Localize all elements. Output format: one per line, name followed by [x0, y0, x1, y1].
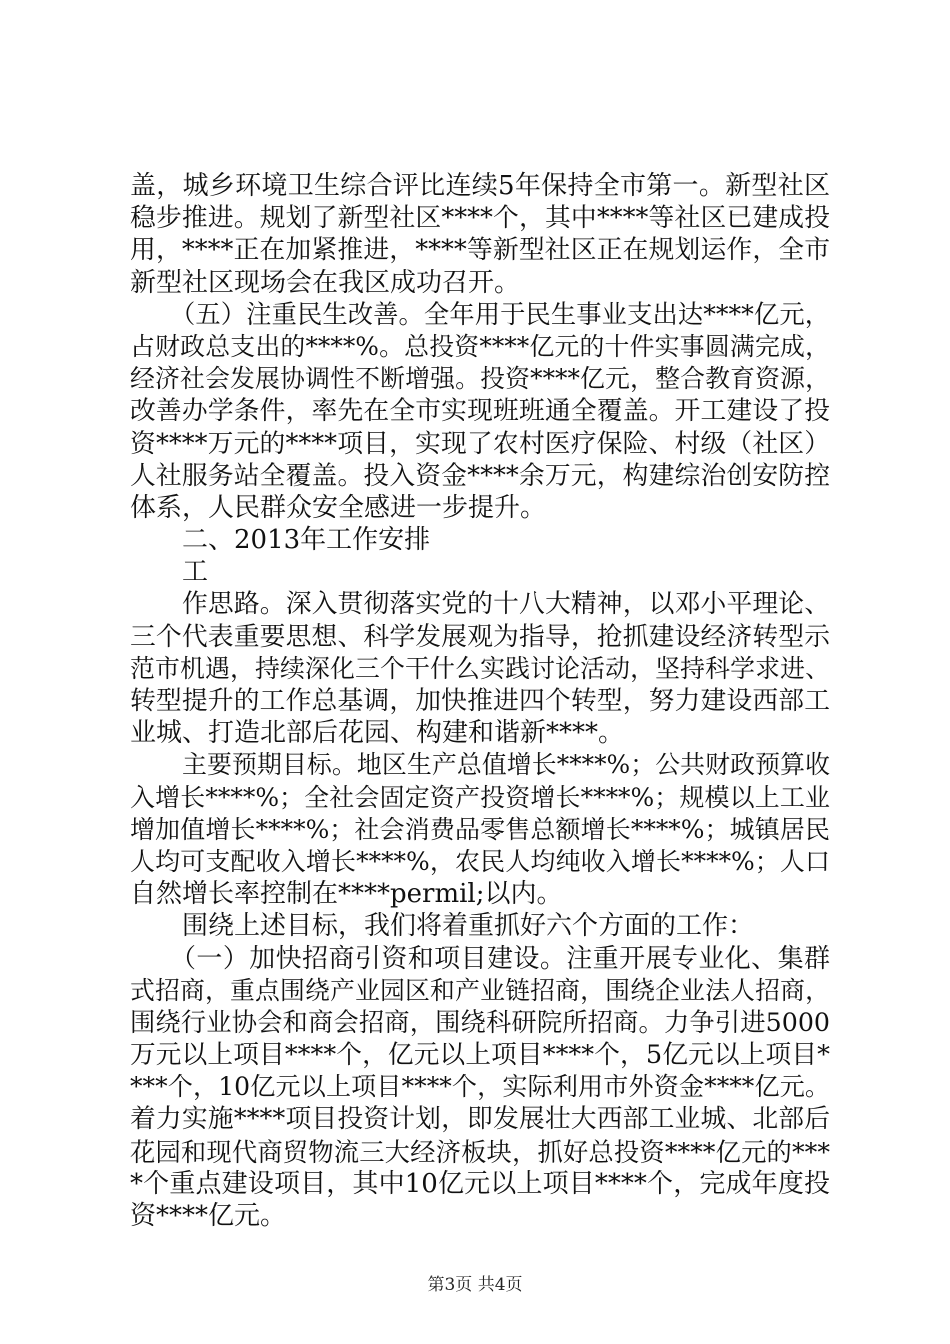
text-line: 工 [182, 557, 209, 588]
text-line: 改善办学条件，率先在全市实现班班通全覆盖。开工建设了投 [130, 396, 830, 427]
document-body [130, 170, 830, 1232]
text-line: （一）加快招商引资和项目建设。注重开展专业化、集群 [170, 943, 830, 974]
text-line: 盖，城乡环境卫生综合评比连续5年保持全市第一。新型社区 [130, 171, 830, 201]
text-line: 着力实施****项目投资计划，即发展壮大西部工业城、北部后 [130, 1104, 830, 1135]
text-line: 式招商，重点围绕产业园区和产业链招商，围绕企业法人招商， [130, 975, 830, 1005]
text-line: ***个，10亿元以上项目****个，实际利用市外资金****亿元。 [130, 1072, 830, 1102]
page-number-footer: 第3页 共4页 [427, 1275, 523, 1295]
text-line: 作思路。深入贯彻落实党的十八大精神，以邓小平理论、 [182, 589, 830, 620]
text-line: 人均可支配收入增长****%，农民人均纯收入增长****%；人口 [130, 846, 830, 876]
text-line: 占财政总支出的****%。总投资****亿元的十件实事圆满完成， [130, 331, 830, 361]
text-line: 转型提升的工作总基调，加快推进四个转型，努力建设西部工 [130, 686, 830, 716]
text-line: 三个代表重要思想、科学发展观为指导，抢抓建设经济转型示 [130, 621, 830, 652]
text-line: 经济社会发展协调性不断增强。投资****亿元，整合教育资源， [130, 364, 830, 394]
text-line: 入增长****%；全社会固定资产投资增长****%；规模以上工业 [130, 782, 830, 812]
text-line: 万元以上项目****个，亿元以上项目****个，5亿元以上项目* [130, 1040, 830, 1071]
text-line: 体系，人民群众安全感进一步提升。 [130, 492, 547, 523]
text-line: *个重点建设项目，其中10亿元以上项目****个，完成年度投 [130, 1168, 830, 1199]
text-line: 稳步推进。规划了新型社区****个，其中****等社区已建成投 [130, 203, 830, 234]
text-line: 资****万元的****项目，实现了农村医疗保险、村级（社区） [130, 428, 830, 459]
text-line: 围绕行业协会和商会招商，围绕科研院所招商。力争引进5000 [130, 1007, 830, 1037]
text-line: 围绕上述目标，我们将着重抓好六个方面的工作： [182, 911, 755, 942]
section-heading: 二、2013年工作安排 [182, 525, 431, 556]
text-line: 资****亿元。 [130, 1201, 287, 1231]
text-line: （五）注重民生改善。全年用于民生事业支出达****亿元， [170, 299, 830, 329]
text-line: 用，****正在加紧推进，****等新型社区正在规划运作，全市 [130, 235, 830, 266]
text-line: 主要预期目标。地区生产总值增长****%；公共财政预算收 [182, 750, 830, 780]
text-line: 增加值增长****%；社会消费品零售总额增长****%；城镇居民 [130, 814, 830, 844]
text-line: 自然增长率控制在****permil;以内。 [130, 879, 563, 910]
text-line: 人社服务站全覆盖。投入资金****余万元，构建综治创安防控 [130, 460, 830, 491]
text-line: 新型社区现场会在我区成功召开。 [130, 267, 521, 298]
text-line: 范市机遇，持续深化三个干什么实践讨论活动，坚持科学求进、 [130, 653, 830, 683]
text-line: 业城、打造北部后花园、构建和谐新****。 [130, 718, 625, 749]
text-line: 花园和现代商贸物流三大经济板块，抓好总投资****亿元的*** [130, 1136, 830, 1167]
